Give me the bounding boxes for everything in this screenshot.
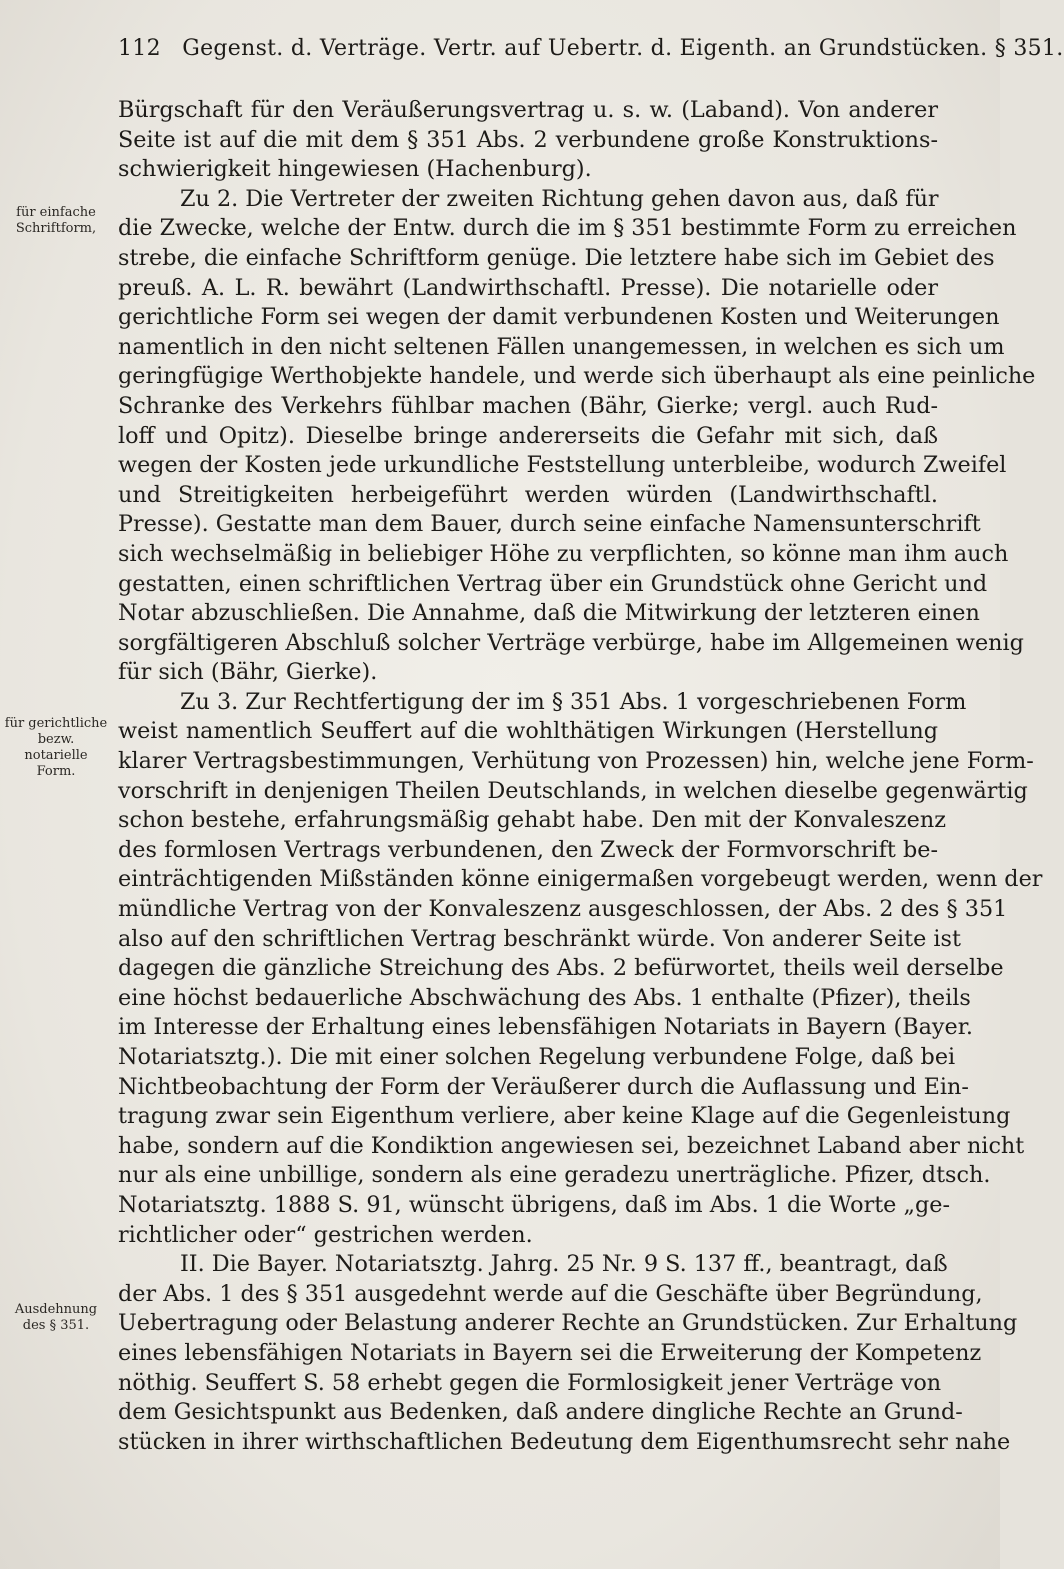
text-line: preuß. A. L. R. bewährt (Landwirthschaftl. Presse). Die notarielle oder (118, 274, 938, 301)
text-line: tragung zwar sein Eigenthum verliere, aber keine Klage auf die Gegenleistung (118, 1103, 1011, 1130)
text-line: Presse). Gestatte man dem Bauer, durch seine einfache Namensunterschrift (118, 511, 981, 538)
text-line: dem Gesichtspunkt aus Bedenken, daß andere dingliche Rechte an Grund- (118, 1399, 963, 1426)
text-line: vorschrift in denjenigen Theilen Deutschlands, in welchen dieselbe gegenwärtig (118, 777, 1028, 804)
text-line: Uebertragung oder Belastung anderer Rechte an Grundstücken. Zur Erhaltung (118, 1310, 1018, 1337)
text-line: Zu 3. Zur Rechtfertigung der im § 351 Abs. 1 vorgeschriebenen Form (180, 688, 967, 715)
text-line: für sich (Bähr, Gierke). (118, 659, 378, 686)
text-line: Seite ist auf die mit dem § 351 Abs. 2 verbundene große Konstruktions- (118, 126, 938, 153)
text-line: II. Die Bayer. Notariatsztg. Jahrg. 25 Nr. 9 S. 137 ff., beantragt, daß (180, 1251, 948, 1278)
text-line: mündliche Vertrag von der Konvaleszenz ausgeschlossen, der Abs. 2 des § 351 (118, 896, 1008, 923)
text-line: richtlicher oder“ gestrichen werden. (118, 1221, 533, 1248)
margin-note-line: bezw. (37, 732, 75, 747)
text-line: Notariatsztg.). Die mit einer solchen Regelung verbundene Folge, daß bei (118, 1044, 956, 1070)
margin-note-line: für einfache (16, 205, 96, 220)
text-line: dagegen die gänzliche Streichung des Abs. 2 befürwortet, theils weil derselbe (118, 955, 1004, 982)
margin-note-line: für gerichtliche (4, 716, 108, 731)
page-header (118, 36, 1064, 61)
body-text (118, 96, 1043, 1457)
margin-note-line: des § 351. (22, 1318, 90, 1333)
text-line: die Zwecke, welche der Entw. durch die im § 351 bestimmte Form zu erreichen (118, 215, 1017, 242)
text-line: Schranke des Verkehrs fühlbar machen (Bähr, Gierke; vergl. auch Rud- (118, 392, 938, 419)
text-line: Notar abzuschließen. Die Annahme, daß die Mitwirkung der letzteren einen (118, 600, 980, 627)
text-line: stücken in ihrer wirthschaftlichen Bedeutung dem Eigenthumsrecht sehr nahe (118, 1428, 1011, 1455)
text-line: namentlich in den nicht seltenen Fällen unangemessen, in welchen es sich um (118, 333, 1005, 360)
text-line: strebe, die einfache Schriftform genüge. Die letztere habe sich im Gebiet des (118, 244, 995, 271)
margin-note-line: Schriftform, (15, 221, 97, 236)
text-line: sorgfältigeren Abschluß solcher Verträge verbürge, habe im Allgemeinen wenig (118, 629, 1024, 656)
text-line: also auf den schriftlichen Vertrag beschränkt würde. Von anderer Seite ist (118, 925, 961, 952)
text-line: loff und Opitz). Dieselbe bringe andererseits die Gefahr mit sich, daß (118, 422, 938, 449)
text-line: weist namentlich Seuffert auf die wohlthätigen Wirkungen (Herstellung (118, 718, 938, 745)
margin-note-ausdehnung (2, 1302, 110, 1334)
text-line: eines lebensfähigen Notariats in Bayern sei die Erweiterung der Kompetenz (118, 1339, 982, 1366)
text-line: gerichtliche Form sei wegen der damit verbundenen Kosten und Weiterungen (118, 304, 1000, 331)
text-line: im Interesse der Erhaltung eines lebensfähigen Notariats in Bayern (Bayer. (118, 1014, 974, 1041)
text-line: gestatten, einen schriftlichen Vertrag über ein Grundstück ohne Gericht und (118, 570, 988, 597)
text-line: habe, sondern auf die Kondiktion angewiesen sei, bezeichnet Laband aber nicht (118, 1132, 1025, 1159)
text-line: und Streitigkeiten herbeigeführt werden würden (Landwirthschaftl. (118, 481, 938, 508)
text-line: einträchtigenden Mißständen könne einigermaßen vorgebeugt werden, wenn der (118, 866, 1043, 893)
margin-note-notarielle-form (2, 716, 110, 780)
text-line: eine höchst bedauerliche Abschwächung des Abs. 1 enthalte (Pfizer), theils (118, 984, 971, 1011)
text-line: Bürgschaft für den Veräußerungsvertrag u. s. w. (Laband). Von anderer (118, 97, 938, 123)
running-title: Gegenst. d. Verträge. Vertr. auf Uebertr. d. Eigenth. an Grundstücken. § 351. (182, 36, 1064, 61)
text-line: schwierigkeit hingewiesen (Hachenburg). (118, 156, 592, 183)
text-line: des formlosen Vertrags verbundenen, den Zweck der Formvorschrift be- (118, 836, 938, 863)
margin-note-einfache-schriftform (2, 205, 110, 237)
text-line: der Abs. 1 des § 351 ausgedehnt werde auf die Geschäfte über Begründung, (118, 1280, 983, 1307)
text-line: schon bestehe, erfahrungsmäßig gehabt habe. Den mit der Konvaleszenz (118, 807, 946, 834)
text-line: geringfügige Werthobjekte handele, und werde sich überhaupt als eine peinliche (118, 363, 1036, 390)
text-line: Zu 2. Die Vertreter der zweiten Richtung gehen davon aus, daß für (180, 185, 939, 212)
text-line: wegen der Kosten jede urkundliche Feststellung unterbleibe, wodurch Zweifel (118, 452, 1007, 479)
text-line: sich wechselmäßig in beliebiger Höhe zu verpflichten, so könne man ihm auch (118, 540, 1009, 567)
page-number: 112 (118, 36, 161, 61)
margin-note-line: Form. (36, 764, 76, 779)
text-line: Nichtbeobachtung der Form der Veräußerer durch die Auflassung und Ein- (118, 1073, 969, 1100)
text-line: klarer Vertragsbestimmungen, Verhütung von Prozessen) hin, welche jene Form- (118, 748, 1034, 775)
text-line: nur als eine unbillige, sondern als eine geradezu unerträgliche. Pfizer, dtsch. (118, 1162, 991, 1189)
margin-note-line: Ausdehnung (14, 1302, 98, 1317)
text-line: Notariatsztg. 1888 S. 91, wünscht übrigens, daß im Abs. 1 die Worte „ge- (118, 1191, 951, 1218)
text-line: nöthig. Seuffert S. 58 erhebt gegen die Formlosigkeit jener Verträge von (118, 1369, 942, 1396)
margin-note-line: notarielle (24, 748, 88, 763)
